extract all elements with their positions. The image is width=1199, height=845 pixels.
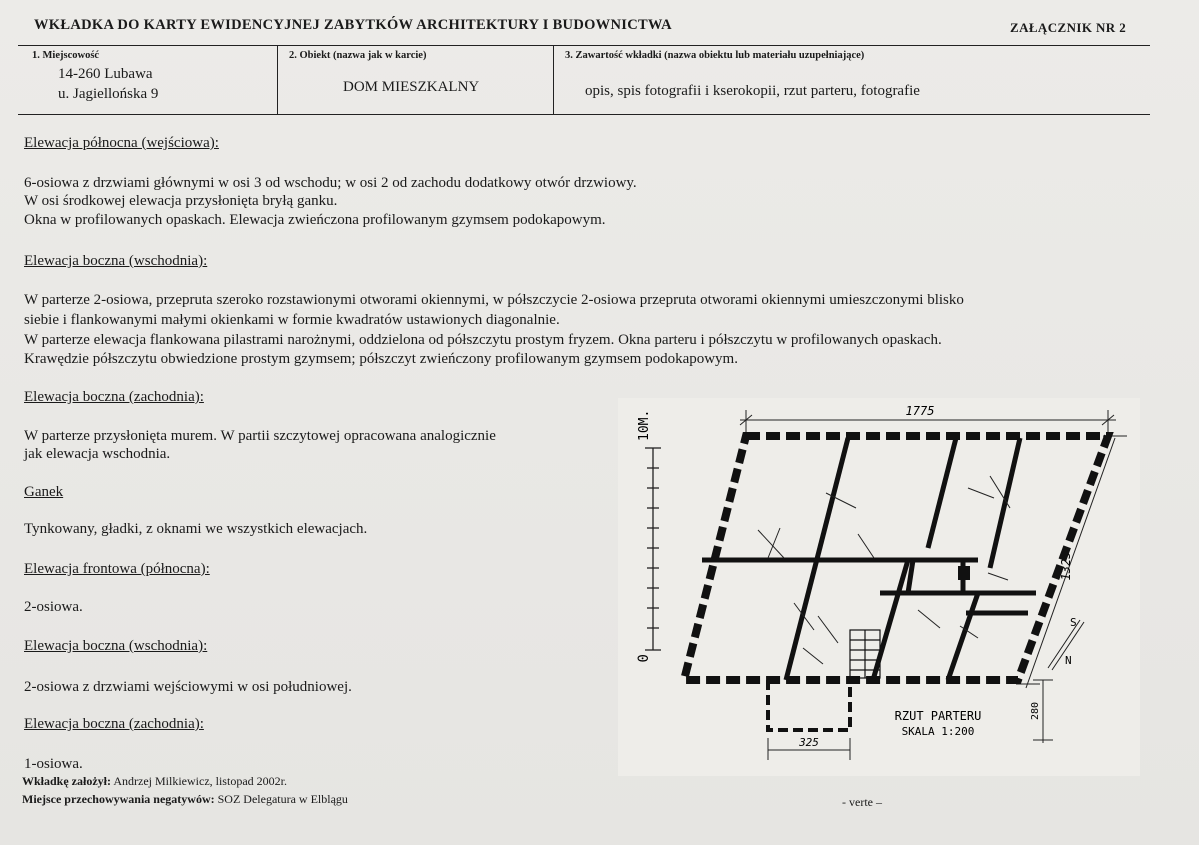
- paragraph-line: 2-osiowa.: [24, 599, 83, 615]
- paragraph-line: Okna w profilowanych opaskach. Elewacja zwieńczona profilowanym gzymsem podokapowym.: [24, 212, 606, 228]
- porch-walls: [768, 680, 850, 730]
- paragraph-line: jak elewacja wschodnia.: [24, 446, 171, 462]
- locality-postcode: 14-260 Lubawa: [58, 66, 153, 82]
- section-heading-porch-east: Elewacja boczna (wschodnia):: [24, 638, 208, 654]
- paragraph-line: W parterze 2-osiowa, przepruta szeroko rozstawionymi otworami okiennymi, w półszczycie 2-osiowa przepruta otworami okiennymi umieszczonymi blisko: [24, 292, 964, 308]
- porch-depth-label: 280: [1030, 701, 1041, 721]
- footer-author-value: Andrzej Milkiewicz, listopad 2002r.: [113, 774, 287, 788]
- section-heading-north: Elewacja północna (wejściowa):: [24, 135, 219, 151]
- chimney: [958, 566, 970, 580]
- north-arrow-n: N: [1065, 654, 1072, 667]
- paragraph-line: 6-osiowa z drzwiami głównymi w osi 3 od wschodu; w osi 2 od zachodu dodatkowy otwór drzwiowy.: [24, 175, 637, 191]
- section-heading-porch-west: Elewacja boczna (zachodnia):: [24, 716, 204, 732]
- footer-author-label: Wkładkę założył:: [22, 774, 111, 788]
- locality-street: u. Jagiellońska 9: [58, 86, 159, 102]
- paragraph-line: Tynkowany, gładki, z oknami we wszystkich elewacjach.: [24, 521, 368, 537]
- scale-bar: [645, 448, 661, 650]
- contents-label: 3. Zawartość wkładki (nazwa obiektu lub materiału uzupełniające): [565, 50, 865, 61]
- section-heading-porch-front: Elewacja frontowa (północna):: [24, 561, 210, 577]
- paragraph-line: 1-osiowa.: [24, 756, 83, 772]
- footer-negatives-value: SOZ Delegatura w Elblągu: [217, 792, 348, 806]
- paragraph-line: W parterze przysłonięta murem. W partii szczytowej opracowana analogicznie: [24, 428, 496, 444]
- contents-cell: [553, 46, 1151, 114]
- footer-negatives: [22, 792, 348, 807]
- object-cell: [277, 46, 554, 114]
- annex-number: ZAŁĄCZNIK NR 2: [1010, 20, 1127, 35]
- scale-bottom-label: 0: [636, 654, 652, 663]
- locality-cell: [18, 46, 277, 114]
- porch-dimension-label: 325: [799, 736, 819, 749]
- section-heading-porch: Ganek: [24, 484, 64, 500]
- object-name: DOM MIESZKALNY: [343, 79, 480, 95]
- section-heading-west: Elewacja boczna (zachodnia):: [24, 389, 204, 405]
- interior-walls: [702, 438, 1036, 680]
- plan-scale: SKALA 1:200: [901, 725, 975, 738]
- footer-author: [22, 774, 287, 789]
- object-label: 2. Obiekt (nazwa jak w karcie): [289, 50, 427, 61]
- scale-top-label: 10M.: [637, 409, 652, 441]
- document-title: WKŁADKA DO KARTY EWIDENCYJNEJ ZABYTKÓW ARCHITEKTURY I BUDOWNICTWA: [34, 17, 672, 33]
- paragraph-line: W osi środkowej elewacja przysłonięta bryłą ganku.: [24, 193, 338, 209]
- paragraph-line: 2-osiowa z drzwiami wejściowymi w osi południowej.: [24, 679, 352, 695]
- header-table: [18, 45, 1150, 115]
- paragraph-line: Krawędzie półszczytu obwiedzione prostym gzymsem; półszczyt zwieńczony profilowanym gzymsem podokapowym.: [24, 351, 738, 367]
- verte-note: - verte –: [842, 795, 882, 809]
- locality-label: 1. Miejscowość: [32, 50, 100, 61]
- section-heading-east: Elewacja boczna (wschodnia):: [24, 253, 208, 269]
- paragraph-line: siebie i flankowanymi małymi okienkami w formie kwadratów ustawionych diagonalnie.: [24, 312, 560, 328]
- north-arrow-s: S: [1070, 616, 1077, 629]
- plan-title: RZUT PARTERU: [894, 709, 982, 723]
- footer-negatives-label: Miejsce przechowywania negatywów:: [22, 792, 215, 806]
- floor-plan-drawing: [618, 398, 1140, 776]
- paragraph-line: W parterze elewacja flankowana pilastrami narożnymi, oddzielona od półszczytu prostym fryzem. Okna parteru i półszczytu w profilowanych opaskach.: [24, 332, 942, 348]
- floor-plan: [618, 398, 1140, 776]
- dimension-right-label: 1325: [1059, 551, 1073, 581]
- contents-value: opis, spis fotografii i kserokopii, rzut parteru, fotografie: [585, 83, 920, 99]
- dimension-top-label: 1775: [905, 404, 935, 418]
